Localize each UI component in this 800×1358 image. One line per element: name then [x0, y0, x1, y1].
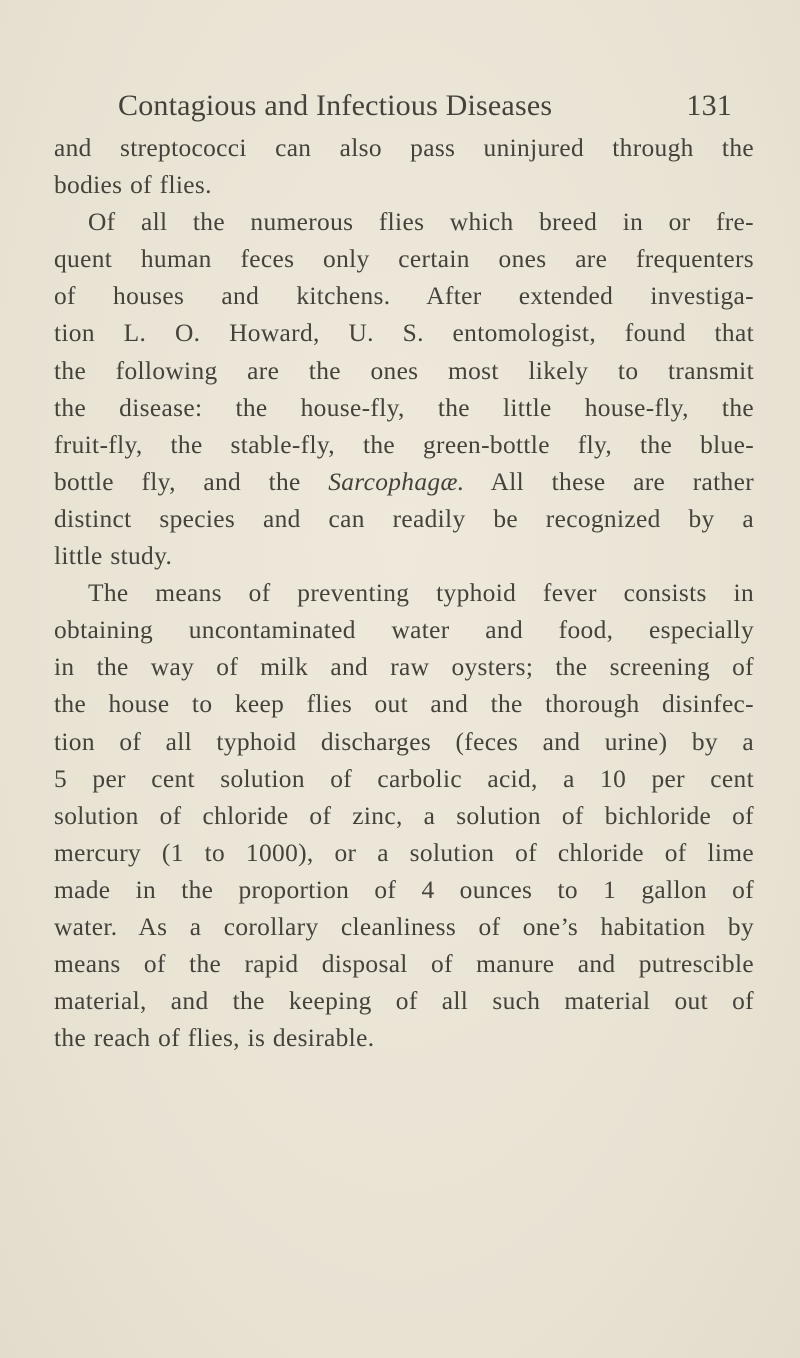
- text-line: fruit-fly, the stable-fly, the green-bottle fly, the blue-: [54, 430, 754, 459]
- text-line: [54, 464, 754, 501]
- text-line: water. As a corollary cleanliness of one’s habitation by: [54, 912, 754, 941]
- text-line: the disease: the house-fly, the little house-fly, the: [54, 393, 754, 422]
- text-line: bodies of flies.: [54, 171, 212, 200]
- text-line: in the way of milk and raw oysters; the screening of: [54, 653, 754, 682]
- text-line: mercury (1 to 1000), or a solution of chloride of lime: [54, 838, 754, 867]
- text-line: little study.: [54, 542, 173, 571]
- body-text: [54, 130, 754, 1057]
- text-line: obtaining uncontaminated water and food, especially: [54, 616, 754, 645]
- running-title: Contagious and Infectious Diseases: [118, 89, 553, 122]
- text-line: quent human feces only certain ones are frequenters: [54, 245, 754, 274]
- text-line: the house to keep flies out and the thorough disinfec-: [54, 690, 754, 719]
- text-line: tion of all typhoid discharges (feces and urine) by a: [54, 727, 754, 756]
- running-head: [118, 84, 738, 128]
- text-line: material, and the keeping of all such material out of: [54, 987, 754, 1016]
- text-line: the reach of flies, is desirable.: [54, 1024, 375, 1053]
- italic-genus-name: Sarcophagæ.: [328, 467, 465, 496]
- text-line: solution of chloride of zinc, a solution of bichloride of: [54, 801, 754, 830]
- text-line: means of the rapid disposal of manure and putrescible: [54, 950, 754, 979]
- text-line: of houses and kitchens. After extended investiga-: [54, 282, 754, 311]
- text-segment: All these are rather: [464, 467, 754, 496]
- text-line: made in the proportion of 4 ounces to 1 gallon of: [54, 875, 754, 904]
- text-line: tion L. O. Howard, U. S. entomologist, found that: [54, 319, 754, 348]
- text-line: and streptococci can also pass uninjured through the: [54, 134, 754, 162]
- text-segment: bottle fly, and the: [54, 467, 329, 496]
- text-line: the following are the ones most likely to transmit: [54, 356, 754, 385]
- paragraph-start-line: Of all the numerous flies which breed in or fre-: [88, 208, 754, 237]
- paragraph-start-line: The means of preventing typhoid fever consists in: [88, 579, 754, 608]
- text-line: 5 per cent solution of carbolic acid, a 10 per cent: [54, 764, 754, 793]
- text-line: distinct species and can readily be recognized by a: [54, 504, 754, 533]
- page-number: 131: [686, 89, 732, 122]
